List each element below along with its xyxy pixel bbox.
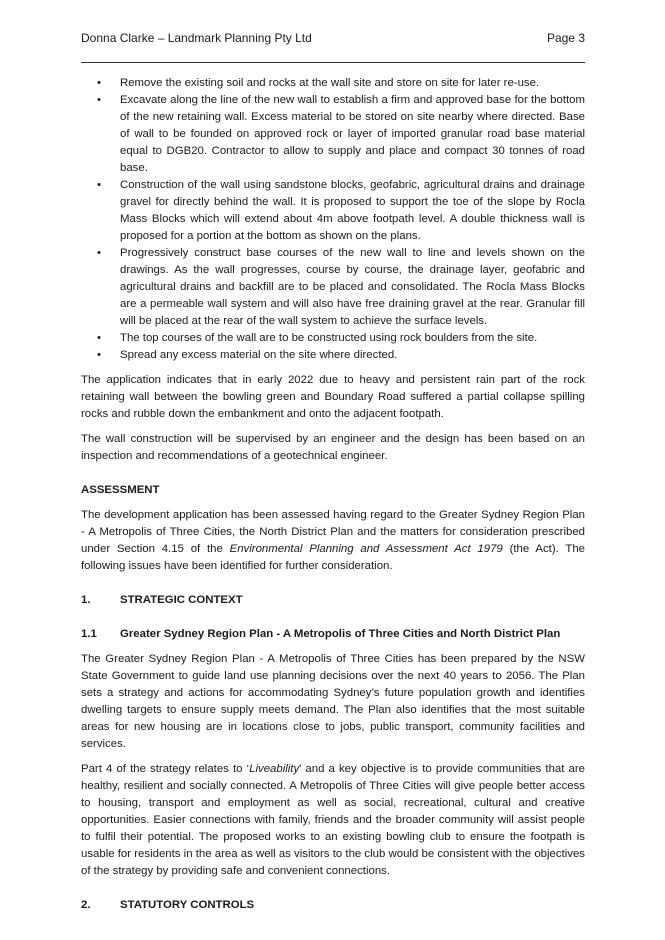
bullet-item: • Construction of the wall using sandstone blocks, geofabric, agricultural drains and drainage gravel for directly behind the wall. It is proposed to support the toe of the slope by Rocla Mass Blocks which will extend about 4m above footpath level. A double thickness wall is proposed for a portion at the bottom as shown on the plans. — [120, 177, 585, 245]
bullet-item: • Excavate along the line of the new wall to establish a firm and approved base for the bottom of the new retaining wall. Excess material to be stored on site nearby where directed. Base of wall to be founded on approved rock or layer of imported granular road base material equal to DGB20. Contractor to allow to supply and place and compact 30 tonnes of road base. — [120, 92, 585, 177]
assessment-paragraph: The development application has been assessed having regard to the Greater Sydney Region Plan - A Metropolis of Three Cities, the North District Plan and the matters for consideration prescribed under Section 4.15 of the Environmental Planning and Assessment Act 1979 (the Act). The following issues have been identified for further consideration. — [81, 509, 585, 572]
section-heading-strategic-context — [81, 592, 585, 609]
liveability-paragraph: Part 4 of the strategy relates to ‘Liveability’ and a key objective is to provide communities that are healthy, resilient and socially connected. A Metropolis of Three Cities will give people better access to housing, transport and employment as well as social, recreational, cultural and creative opportunities. Easier connections with family, friends and the broader community will assist people to fulfil their potential. The proposed works to an existing bowling club to ensure the footpath is usable for residents in the area as well as visitors to the club would be consistent with the objectives of the strategy by providing safe and convenient connections. — [81, 763, 585, 877]
act-title: Environmental Planning and Assessment Act 1979 — [229, 543, 503, 555]
works-bullet-list — [81, 75, 585, 364]
subsection-number: 1.1 — [81, 628, 97, 640]
paragraph-supervision: The wall construction will be supervised by an engineer and the design has been based on an inspection and recommendations of a geotechnical engineer. — [81, 433, 585, 462]
liveability-term: Liveability — [249, 763, 300, 775]
bullet-item: • Remove the existing soil and rocks at the wall site and store on site for later re-use. — [120, 75, 585, 92]
assessment-heading: ASSESSMENT — [81, 484, 160, 496]
paragraph-collapse: The application indicates that in early 2022 due to heavy and persistent rain part of the rock retaining wall between the bowling green and Boundary Road suffered a partial collapse spilling rocks and rubble down the embankment and onto the adjacent footpath. — [81, 374, 585, 420]
section-title: STATUTORY CONTROLS — [120, 899, 255, 911]
subsection-heading-region-plan — [81, 626, 585, 643]
header-author: Donna Clarke – Landmark Planning Pty Ltd — [81, 31, 312, 45]
subsection-title: Greater Sydney Region Plan - A Metropolis of Three Cities and North District Plan — [120, 628, 561, 640]
header-divider — [81, 62, 585, 63]
header-page-number: Page 3 — [546, 31, 585, 45]
section-number: 2. — [81, 899, 91, 911]
bullet-item: • The top courses of the wall are to be constructed using rock boulders from the site. — [120, 330, 585, 347]
bullet-item: • Progressively construct base courses of the new wall to line and levels shown on the drawings. As the wall progresses, course by course, the drainage layer, geofabric and agricultural drains and backfill are to be placed and consolidated. The Rocla Mass Blocks are a permeable wall system and will also have free draining gravel at the rear. Granular fill will be placed at the rear of the wall system to achieve the surface levels. — [120, 245, 585, 330]
section-heading-statutory-controls — [81, 897, 585, 914]
page-header — [81, 30, 585, 46]
section-number: 1. — [81, 594, 91, 606]
region-plan-paragraph: The Greater Sydney Region Plan - A Metropolis of Three Cities has been prepared by the NSW State Government to guide land use planning decisions over the next 40 years to 2056. The Plan sets a strategy and actions for accommodating Sydney’s future population growth and identifies dwelling targets to ensure supply meets demand. The Plan also identifies that the most suitable areas for new housing are in locations close to jobs, public transport, community facilities and services. — [81, 653, 585, 750]
document-body — [81, 75, 585, 914]
section-title: STRATEGIC CONTEXT — [120, 594, 243, 606]
bullet-item: • Spread any excess material on the site where directed. — [120, 347, 585, 364]
